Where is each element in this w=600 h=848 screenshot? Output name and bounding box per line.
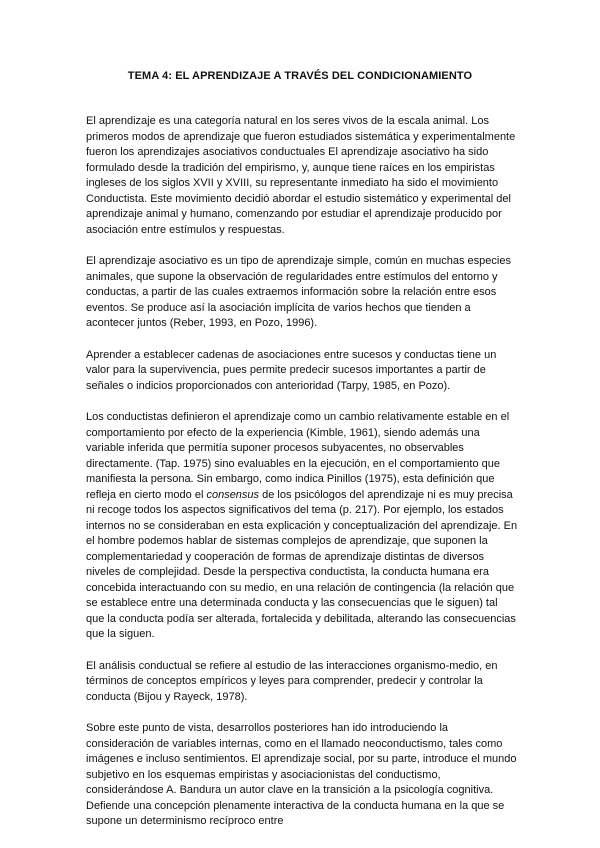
paragraph-2: El aprendizaje asociativo es un tipo de aprendizaje simple, común en muchas especies animales, que supone la observación de regularidades entre estímulos del entorno y conductas, a partir de las cuales extraemos información sobre la relación entre esos eventos. Se produce así la asociación implícita de varios hechos que tienden a acontecer juntos (Reber, 1993, en Pozo, 1996). bbox=[86, 255, 511, 329]
paragraph-3: Aprender a establecer cadenas de asociaciones entre sucesos y conductas tiene un valor para la supervivencia, pues permite predecir sucesos importantes a partir de señales o indicios proporcionados con anterioridad (Tarpy, 1985, en Pozo). bbox=[86, 348, 497, 392]
paragraph-6: Sobre este punto de vista, desarrollos posteriores han ido introduciendo la consideración de variables internas, como en el llamado neoconductismo, tales como imágenes e incluso sentimientos. El aprendizaje social, por su parte, introduce el mundo subjetivo en los esquemas empiristas y asociacionistas del conductismo, considerándose A. Bandura un autor clave en la transición a la psicología cognitiva. Defiende una concepción plenamente interactiva de la conducta humana en la que se supone un determinismo recíproco entre bbox=[86, 722, 517, 827]
paragraph-1: El aprendizaje es una categoría natural en los seres vivos de la escala animal. Los primeros modos de aprendizaje que fueron estudiados sistemática y experimentalmente fueron los aprendizajes asociativos conductuales El aprendizaje asociativo ha sido formulado desde la tradición del empirismo, y, aunque tiene raíces en los empiristas ingleses de los siglos XVII y XVIII, su representante inmediato ha sido el movimiento Conductista. Este movimiento decidió abordar el estudio sistemático y experimental del aprendizaje animal y humano, comenzando por estudiar el aprendizaje producido por asociación entre estímulos y respuestas. bbox=[86, 115, 516, 236]
paragraph-4-text-start: Los conductistas definieron el aprendizaje como un cambio relativamente estable en el comportamiento por efecto de la experiencia (Kimble, 1961), siendo además una variable inferida que permitía suponer procesos subyacentes, no observables directamente. (Tap. 1975) sino evaluables en la ejecución, en el comportamiento que manifiesta la persona. Sin embargo, como indica Pinillos (1975), esta definición que refleja en cierto modo el bbox=[86, 411, 510, 501]
paragraph-4-text-end: de los psicólogos del aprendizaje ni es muy precisa ni recoge todos los aspectos significativos del tema (p. 217). Por ejemplo, los estados internos no se consideraban en esta explicación y conceptualización del aprendizaje. En el hombre podemos hablar de sistemas complejos de aprendizaje, que suponen la complementariedad y cooperación de formas de aprendizaje distintas de diversos niveles de complejidad. Desde la perspectiva conductista, la conducta humana era concebida interactuando con su medio, en una relación de contingencia (la relación que se establece entre una determinada conducta y las consecuencias que le siguen) tal que la conducta podía ser alterada, fortalecida y debilitada, alterando las consecuencias que la siguen. bbox=[86, 488, 518, 640]
paragraph-5: El análisis conductual se refiere al estudio de las interacciones organismo-medio, en términos de conceptos empíricos y leyes para comprender, predecir y controlar la conducta (Bijou y Rayeck, 1978). bbox=[86, 659, 498, 703]
paragraph-4 bbox=[86, 410, 518, 643]
document-body bbox=[86, 114, 518, 846]
paragraph-4-italic-term: consensus bbox=[206, 488, 260, 501]
document-title: TEMA 4: EL APRENDIZAJE A TRAVÉS DEL CONDICIONAMIENTO bbox=[127, 70, 473, 82]
